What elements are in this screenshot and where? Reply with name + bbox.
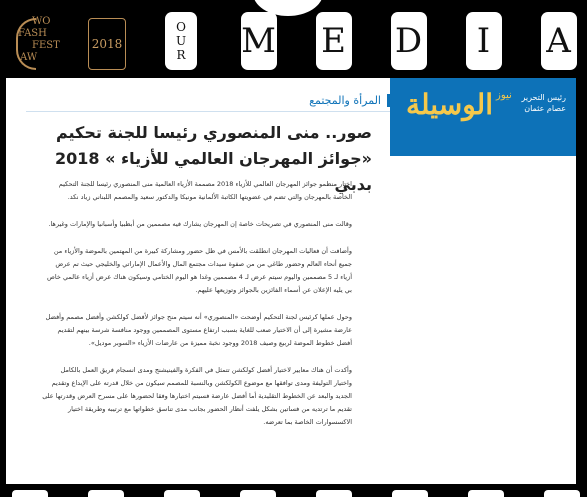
logo-line: AW [20, 52, 38, 63]
editor-info [521, 92, 566, 114]
our-letter: R [176, 48, 186, 62]
film-hole [240, 490, 276, 497]
year-text: 2018 [91, 37, 123, 51]
logo-line: FASH [18, 28, 47, 39]
film-hole [88, 490, 124, 497]
sidebar-area [390, 156, 576, 484]
logo-text: الوسيلة [406, 88, 493, 121]
letter: M [241, 21, 277, 61]
article-paragraph: اختار منظمو جوائز المهرجان العالمي للأزياء 2018 مصممة الأزياء العالمية منى المنصوري رئيسا للجنة التحكيم الخاصة بالمهرجان والتي تضم في عضويتها الكاتبة الألمانية مونيكا والدكتور سعيد والمصمم اللبناني زياد نكد. [58, 180, 352, 201]
film-hole [164, 490, 200, 497]
media-letter-i [466, 12, 502, 70]
logo-subtext: نيوز [496, 90, 512, 101]
letter: E [321, 21, 347, 61]
letter: I [476, 21, 492, 61]
article-paragraph: وأضافت أن فعاليات المهرجان انطلقت بالأمس في ظل حضور ومشاركة كبيرة من المهتمين بالموضة والأزياء من جميع أنحاء العالم وحضور طاغي من من صفوة سيدات مجتمع المال والأعمال الإماراتي والخليجي حيث تم عرض أزياء لـ 5 مصممين واليوم سيتم عرض لـ 4 مصممين وغدا هو اليوم الختامي وسيكون هناك عرض أزياء عالمي خاص بي يليه الإعلان عن أسماء الفائزين بالجوائز وتوزيعها عليهم. [47, 247, 352, 294]
media-letter-m [241, 12, 277, 70]
editor-name: عصام عثمان [524, 104, 566, 113]
film-strip-bottom [0, 484, 587, 497]
letter: D [394, 21, 424, 61]
year-badge [88, 18, 126, 70]
film-hole [544, 490, 580, 497]
article-page [6, 78, 576, 484]
article-title: صور.. منى المنصوري رئيسا للجنة تحكيم «جوائز المهرجان العالمي للأزياء » 2018 بدبي [54, 123, 372, 194]
film-hole [392, 490, 428, 497]
logo-line: WO [32, 16, 51, 27]
article-paragraph: وحول عملها كرئيس لجنة التحكيم أوضحت «المنصوري» أنه سيتم منح جوائز لأفضل كولكشن وأفضل مصمم وأفضل عارضة مشيرة إلى أن الاختيار صعب للغاية بسبب ارتفاع مستوى المصممين ووجود منافسة شرسة بينهم لتقديم أفضل خطوط الموضة لربيع وصيف 2018 ووجود نخبة مميزة من عارضات الأزياء «السوبر موديل». [45, 313, 352, 347]
screenshot-panel [6, 78, 576, 484]
fashion-festival-logo [14, 16, 60, 72]
our-letter: U [175, 34, 187, 48]
film-hole [316, 490, 352, 497]
site-header[interactable] [390, 78, 576, 156]
media-letter-d [391, 12, 427, 70]
film-hole [12, 490, 48, 497]
article-paragraph: وأكدت أن هناك معايير لاختيار أفضل كولكشن تتمثل في الفكرة والفينيشنج ومدى انسجام فريق العمل بالكامل واختيار التوليفة ومدى توافقها مع موضوع الكولكشن وبالنسبة للمصمم سيكون من خلال قدرته على الإبداع وتقديم الجديد والبعد عن الخطوط التقليدية أما أفضل عارضة فسيتم اختيارها وفقا لحضورها على مسرح العرض وقدرتها على تقديم ما ترتديه من فساتين بشكل يلفت أنظار الحضور بجانب مدى تناسق خطواتها مع ترتيبه وطريقة اختيار الاكسسوارات الخاصة بما تعرضه. [42, 366, 352, 426]
letter: A [546, 21, 572, 61]
editor-label: رئيس التحرير [521, 93, 566, 102]
our-letter: O [176, 20, 186, 34]
breadcrumb-link[interactable]: المرأة والمجتمع [309, 94, 390, 107]
site-logo[interactable] [406, 88, 493, 121]
media-letter-e [316, 12, 352, 70]
film-strip-top [0, 0, 587, 80]
article-body [42, 178, 352, 443]
media-letter-a [541, 12, 577, 70]
film-hole [468, 490, 504, 497]
logo-line: FEST [32, 40, 60, 51]
breadcrumb-bar [26, 88, 390, 112]
our-cell [165, 12, 197, 70]
article-paragraph: وقالت منى المنصوري في تصريحات خاصة إن المهرجان يشارك فيه مصممين من أبظبيا وأسبانيا والإمارات وغيرها. [48, 220, 352, 228]
